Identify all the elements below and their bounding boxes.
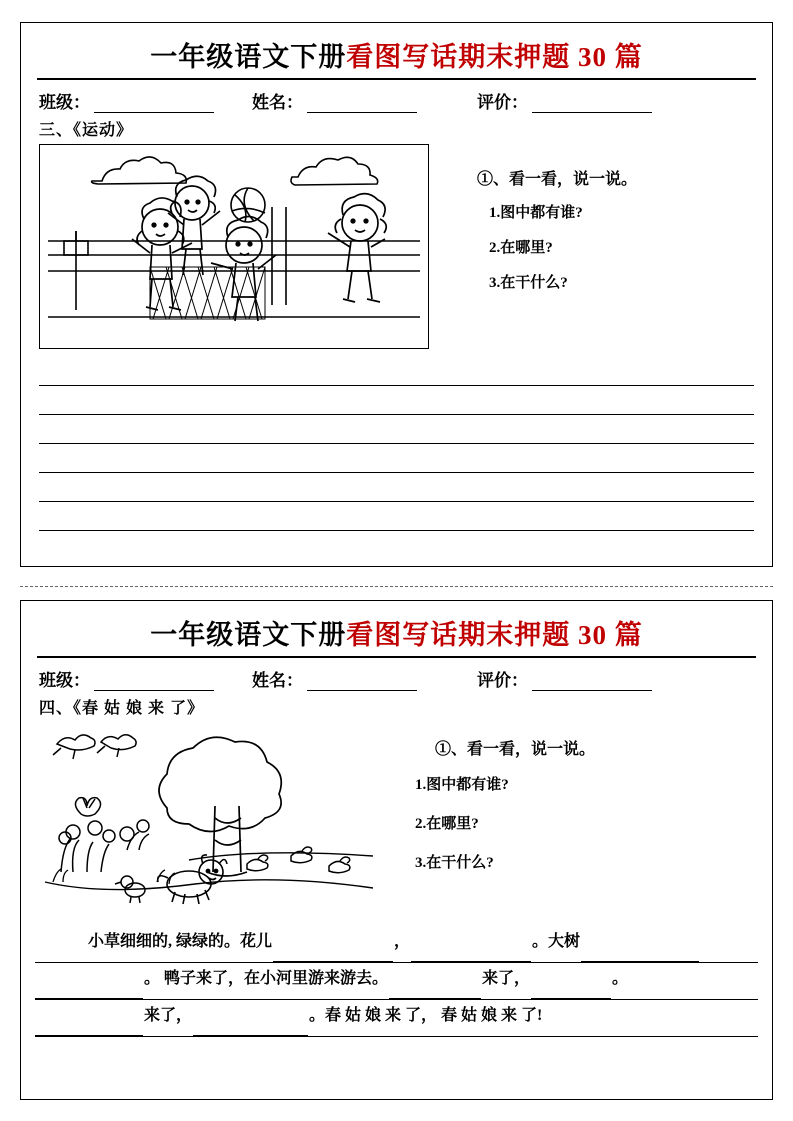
section-label-1: 三、《运动》: [39, 122, 134, 139]
fill-text-3b: 。春 姑 娘 来 了， 春 姑 娘 来 了!: [309, 1007, 543, 1024]
worksheet-title-2: [21, 601, 772, 656]
writing-line[interactable]: [39, 473, 754, 502]
question-item-1: 1.图中都有谁?: [489, 205, 583, 221]
class-blank[interactable]: [94, 96, 214, 113]
question-item-2: 2.在哪里?: [415, 816, 479, 832]
writing-line[interactable]: [39, 357, 754, 386]
illustration-volleyball: [39, 144, 429, 349]
evaluation-field[interactable]: [477, 88, 652, 113]
fill-blank[interactable]: [531, 976, 611, 999]
fill-line-2[interactable]: [35, 963, 758, 1000]
worksheet-card-1: [20, 22, 773, 567]
title-red-text: 看图写话期末押题 30 篇: [346, 620, 643, 650]
fill-line-3[interactable]: [35, 1000, 758, 1037]
evaluation-blank[interactable]: [532, 674, 652, 691]
fill-blank[interactable]: [389, 976, 481, 999]
evaluation-field[interactable]: [477, 666, 652, 691]
question-item-3: 3.在干什么?: [489, 275, 568, 291]
name-field[interactable]: [252, 666, 417, 691]
fill-blank[interactable]: [35, 1013, 143, 1036]
fill-line-1[interactable]: [35, 926, 758, 963]
worksheet-title-1: [21, 23, 772, 78]
spring-scene-svg: [39, 722, 379, 922]
meta-row-2: [21, 658, 772, 693]
fill-blank[interactable]: [273, 939, 393, 962]
evaluation-label: 评价：: [477, 671, 528, 690]
fill-text-2a: 。 鸭子来了，在小河里游来游去。: [144, 970, 389, 987]
worksheet-card-2: [20, 600, 773, 1100]
fill-text-1c: 。大树: [532, 933, 581, 950]
evaluation-label: 评价：: [477, 93, 528, 112]
fill-text-2c: 。: [612, 970, 629, 987]
picture-column-2: [39, 722, 379, 922]
fill-in-paragraph[interactable]: [21, 922, 772, 1037]
question-heading-1: ①、看一看，说一说。: [477, 171, 638, 188]
question-item-3: 3.在干什么?: [415, 855, 494, 871]
class-field[interactable]: [39, 88, 214, 113]
title-black-text: 一年级语文下册: [150, 620, 347, 650]
class-label: 班级：: [39, 671, 90, 690]
title-red-text: 看图写话期末押题 30 篇: [346, 42, 643, 72]
body-row-2: [21, 722, 772, 922]
fill-blank[interactable]: [193, 1013, 308, 1036]
name-field[interactable]: [252, 88, 417, 113]
fill-blank[interactable]: [581, 939, 699, 962]
question-heading-2: ①、看一看，说一说。: [435, 741, 596, 758]
writing-line[interactable]: [39, 415, 754, 444]
fill-text-1a: 小草细细的, 绿绿的。花儿: [88, 933, 273, 950]
page-separator: [20, 586, 773, 587]
class-blank[interactable]: [94, 674, 214, 691]
writing-lines-1[interactable]: [21, 349, 772, 541]
body-row-1: [21, 144, 772, 349]
class-label: 班级：: [39, 93, 90, 112]
fill-text-1b: ，: [394, 933, 411, 950]
illustration-spring: [39, 722, 379, 922]
volleyball-scene-svg: [40, 145, 428, 348]
meta-row-1: [21, 80, 772, 115]
picture-column-1: [39, 144, 429, 349]
writing-line[interactable]: [39, 444, 754, 473]
question-item-1: 1.图中都有谁?: [415, 777, 509, 793]
evaluation-blank[interactable]: [532, 96, 652, 113]
writing-line[interactable]: [39, 502, 754, 531]
name-blank[interactable]: [307, 674, 417, 691]
name-label: 姓名：: [252, 671, 303, 690]
writing-line[interactable]: [39, 386, 754, 415]
fill-blank[interactable]: [35, 976, 143, 999]
question-column-2: [379, 722, 754, 890]
name-label: 姓名：: [252, 93, 303, 112]
section-label-2: 四、《春 姑 娘 来 了》: [39, 700, 205, 717]
fill-blank[interactable]: [411, 939, 531, 962]
question-item-2: 2.在哪里?: [489, 240, 553, 256]
question-column-1: [429, 144, 754, 306]
class-field[interactable]: [39, 666, 214, 691]
fill-text-2b: 来了，: [482, 970, 531, 987]
name-blank[interactable]: [307, 96, 417, 113]
fill-text-3a: 来了，: [144, 1007, 193, 1024]
title-black-text: 一年级语文下册: [150, 42, 347, 72]
